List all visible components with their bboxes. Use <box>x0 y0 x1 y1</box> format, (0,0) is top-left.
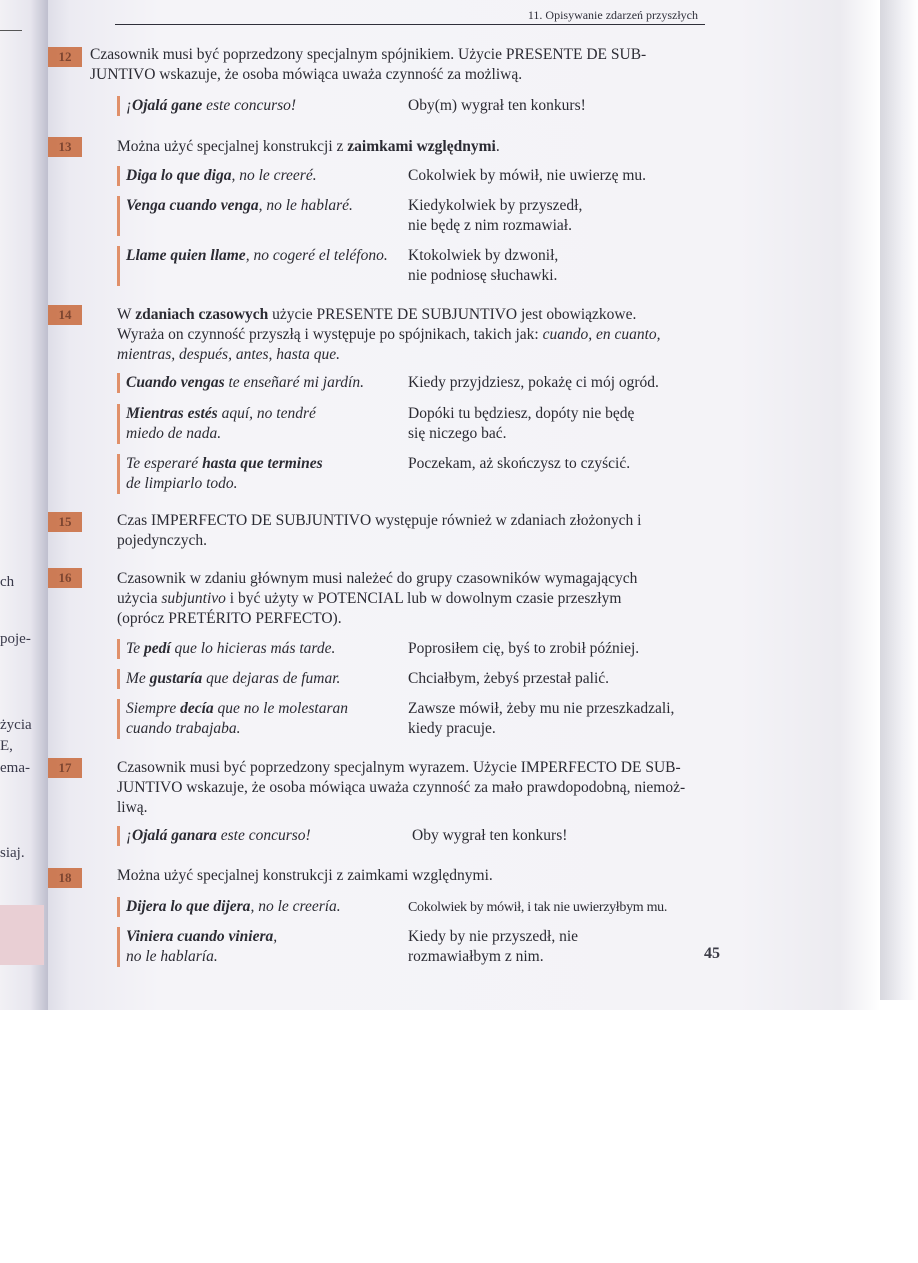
es-bold: Venga cuando venga <box>126 197 259 214</box>
example-polish: Poczekam, aż skończysz to czyścić. <box>408 455 631 472</box>
es-bold: Diga lo que diga <box>126 167 232 184</box>
running-head: 11. Opisywanie zdarzeń przyszłych <box>527 8 698 22</box>
example-spanish <box>117 404 406 444</box>
example-polish <box>408 927 708 967</box>
intro-text: użycia <box>117 590 162 607</box>
pl-line: nie będę z nim rozmawiał. <box>408 217 572 234</box>
page-number: 45 <box>704 945 720 962</box>
section-intro: Czas IMPERFECTO DE SUBJUNTIVO występuje również w zdaniach złożonych i pojedynczych. <box>117 512 642 549</box>
es-line: de limpiarlo todo. <box>126 475 238 492</box>
es-lead: Me <box>126 670 150 687</box>
es-bold: gustaría <box>149 670 203 687</box>
page-edge-shadow <box>880 0 918 1000</box>
intro-text: . <box>495 138 500 155</box>
intro-text: Wyraża on czynność przyszłą i występuje po spójnikach, takich jak: <box>117 326 543 343</box>
intro-text: użycie PRESENTE DE SUBJUNTIVO jest obowiązkowe. <box>268 306 637 323</box>
es-rest: , no cogeré el teléfono. <box>245 247 388 264</box>
intro-text: JUNTIVO wskazuje, że osoba mówiąca uważa czynność za mało prawdopodobną, niemoż- <box>117 779 686 796</box>
section-intro <box>117 758 722 818</box>
es-rest: , no le creería. <box>250 898 341 915</box>
example-polish: Cokolwiek by mówił, nie uwierzę mu. <box>408 167 647 184</box>
es-bold: Dijera lo que dijera <box>126 898 251 915</box>
example-polish: Chciałbym, żebyś przestał palić. <box>408 670 610 687</box>
section-marker: 18 <box>48 868 82 888</box>
es-bold: decía <box>180 700 214 717</box>
section-marker: 15 <box>48 512 82 532</box>
example-spanish <box>117 166 406 186</box>
es-line: no le hablaría. <box>126 948 218 965</box>
example-spanish <box>117 699 406 739</box>
es-rest: que dejaras de fumar. <box>202 670 341 687</box>
es-bold: Cuando vengas <box>126 374 225 391</box>
es-bold: hasta que termines <box>202 455 323 472</box>
section-intro <box>117 569 707 629</box>
es-rest: , no le creeré. <box>231 167 317 184</box>
example-spanish <box>117 639 406 659</box>
example-polish <box>408 404 708 444</box>
intro-italic: cuando, en cuanto, <box>542 326 661 343</box>
section-intro: Można użyć specjalnej konstrukcji z zaimkami względnymi. <box>117 867 493 884</box>
section-marker: 17 <box>48 758 82 778</box>
section-intro: Czasownik musi być poprzedzony specjalnym spójnikiem. Użycie PRESENTE DE SUB-JUNTIVO wskazuje, że osoba mówiąca uważa czynność za możliwą. <box>90 46 647 83</box>
section-marker: 12 <box>48 47 82 67</box>
section-marker: 13 <box>48 137 82 157</box>
section-marker: 14 <box>48 305 82 325</box>
section-intro <box>117 305 707 365</box>
left-fragment: E, <box>0 738 13 754</box>
section-intro <box>117 137 707 157</box>
left-fragment: ch <box>0 574 15 590</box>
left-fragment: siaj. <box>0 845 25 861</box>
es-bold: Ojalá gane <box>132 97 203 114</box>
intro-text: Można użyć specjalnej konstrukcji z <box>117 138 348 155</box>
example-polish: Poprosiłem cię, byś to zrobił później. <box>408 640 640 657</box>
intro-bold: zdaniach czasowych <box>135 306 269 323</box>
intro-text: liwą. <box>117 799 148 816</box>
example-spanish <box>117 927 406 967</box>
example-spanish <box>117 826 406 846</box>
es-rest: te enseñaré mi jardín. <box>224 374 364 391</box>
es-bold: Ojalá ganara <box>132 827 217 844</box>
example-polish <box>408 196 708 236</box>
example-polish <box>408 699 708 739</box>
intro-text: Czasownik musi być poprzedzony specjalnym wyrazem. Użycie IMPERFECTO DE SUB- <box>117 759 681 776</box>
intro-text: i być użyty w POTENCIAL lub w dowolnym czasie przeszłym <box>225 590 622 607</box>
es-rest: , no le hablaré. <box>258 197 353 214</box>
example-spanish <box>117 454 406 494</box>
left-page-shading <box>0 905 44 965</box>
header-rule <box>115 24 705 25</box>
pl-line: Ktokolwiek by dzwonił, <box>408 247 559 264</box>
es-rest: aquí, no tendré <box>217 405 316 422</box>
left-fragment: poje- <box>0 631 31 647</box>
es-lead: ¡ <box>126 827 133 844</box>
intro-italic: subjuntivo <box>161 590 226 607</box>
es-bold: Mientras estés <box>126 405 218 422</box>
es-rest: , <box>273 928 278 945</box>
example-polish <box>408 246 708 286</box>
example-spanish <box>117 373 406 393</box>
example-polish: Kiedy przyjdziesz, pokażę ci mój ogród. <box>408 374 659 391</box>
pl-line: się niczego bać. <box>408 425 507 442</box>
example-polish: Oby wygrał ten konkurs! <box>412 827 568 844</box>
intro-bold: zaimkami względnymi <box>347 138 496 155</box>
left-fragment: życia <box>0 717 32 733</box>
intro-text: Czasownik w zdaniu głównym musi należeć do grupy czasowników wymagających <box>117 570 638 587</box>
es-lead: ¡ <box>126 97 133 114</box>
left-page-rule <box>0 30 22 31</box>
es-rest: este concurso! <box>216 827 311 844</box>
es-lead: Te <box>126 640 144 657</box>
example-spanish <box>117 196 406 236</box>
example-spanish <box>117 246 406 286</box>
example-spanish <box>117 96 406 116</box>
es-lead: Te esperaré <box>126 455 203 472</box>
example-spanish <box>117 669 406 689</box>
pl-line: Kiedykolwiek by przyszedł, <box>408 197 583 214</box>
es-line: cuando trabajaba. <box>126 720 241 737</box>
left-page-strip <box>0 0 48 1010</box>
pl-line: Dopóki tu będziesz, dopóty nie będę <box>408 405 635 422</box>
es-bold: Viniera cuando viniera <box>126 928 274 945</box>
es-lead: Siempre <box>126 700 181 717</box>
pl-line: Kiedy by nie przyszedł, nie <box>408 928 579 945</box>
es-rest: que no le molestaran <box>213 700 348 717</box>
example-spanish <box>117 897 406 917</box>
es-bold: pedí <box>143 640 171 657</box>
intro-text: (oprócz PRETÉRITO PERFECTO). <box>117 610 342 627</box>
intro-italic: mientras, después, antes, hasta que. <box>117 346 341 363</box>
example-polish: Cokolwiek by mówił, i tak nie uwierzyłbym mu. <box>408 900 668 915</box>
pl-line: kiedy pracuje. <box>408 720 496 737</box>
example-polish: Oby(m) wygrał ten konkurs! <box>408 97 586 114</box>
es-rest: este concurso! <box>202 97 297 114</box>
pl-line: rozmawiałbym z nim. <box>408 948 544 965</box>
es-bold: Llame quien llame <box>126 247 246 264</box>
es-rest: que lo hicieras más tarde. <box>170 640 336 657</box>
left-fragment: ema- <box>0 760 30 776</box>
section-marker: 16 <box>48 568 82 588</box>
pl-line: nie podniosę słuchawki. <box>408 267 558 284</box>
intro-text: W <box>117 306 136 323</box>
es-line: miedo de nada. <box>126 425 222 442</box>
pl-line: Zawsze mówił, żeby mu nie przeszkadzali, <box>408 700 675 717</box>
